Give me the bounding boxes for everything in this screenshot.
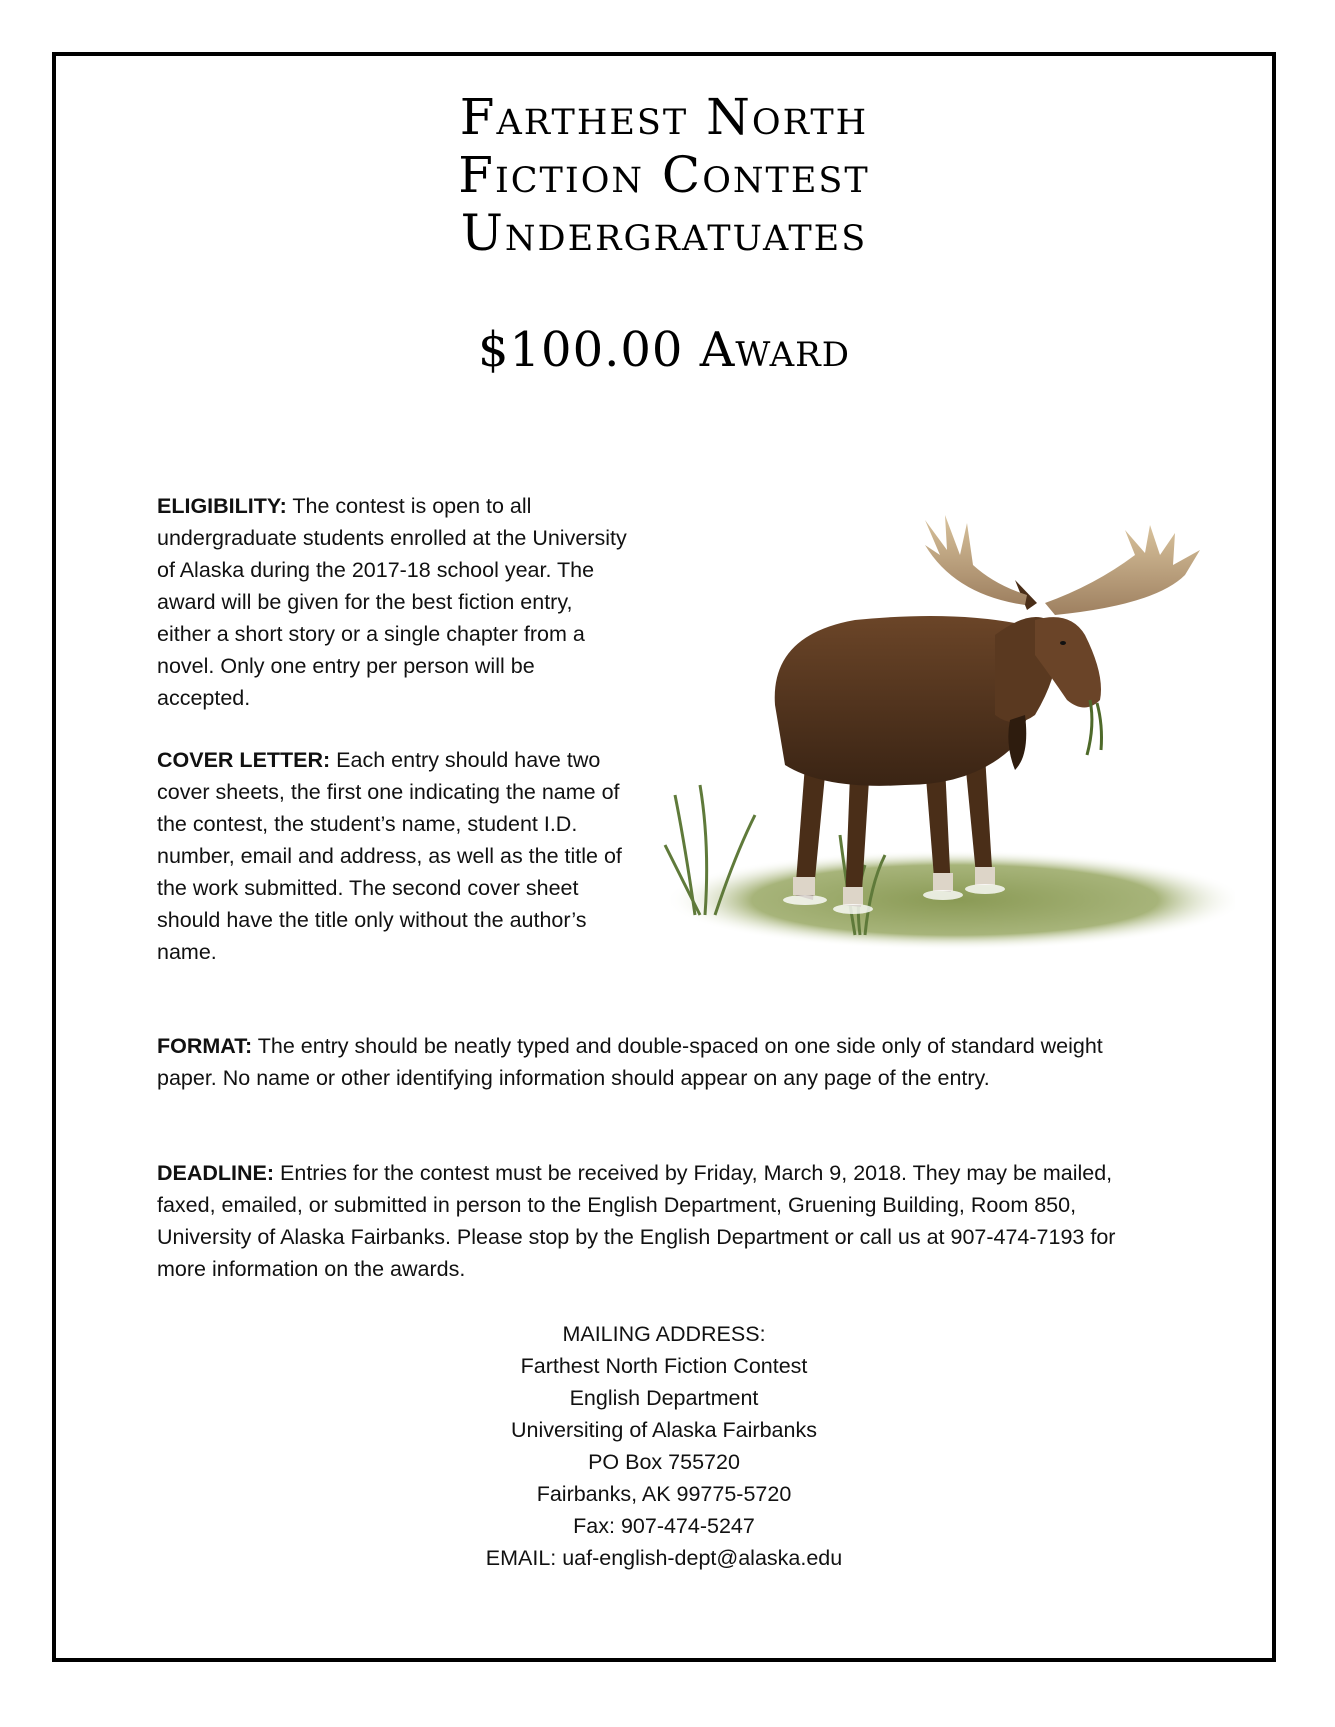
mailing-fax: Fax: 907-474-5247	[573, 1514, 755, 1538]
mailing-line-1: Farthest North Fiction Contest	[520, 1354, 808, 1378]
mailing-line-5: Fairbanks, AK 99775-5720	[536, 1482, 792, 1506]
format-text: The entry should be neatly typed and double-spaced on one side only of standard weight paper. No name or other identifying information should appear on any page of the entry.	[157, 1034, 1103, 1090]
mailing-heading: MAILING ADDRESS:	[562, 1322, 766, 1346]
antler-left	[925, 515, 1027, 605]
deadline-text: Entries for the contest must be received by Friday, March 9, 2018. They may be mailed, faxed, emailed, or submitted in person to the English Department, Gruening Building, Room 850, University of Alaska Fairbanks. Please stop by the English Department or call us at 907-474-7193 for more information on the awards.	[157, 1161, 1116, 1281]
mailing-line-4: PO Box 755720	[588, 1450, 740, 1474]
mailing-line-3: Universiting of Alaska Fairbanks	[511, 1418, 817, 1442]
mouth-weed	[1087, 700, 1102, 755]
cover-letter-label: COVER LETTER:	[157, 748, 331, 772]
eligibility-label: ELIGIBILITY:	[157, 494, 287, 518]
deadline-section	[157, 1157, 1157, 1285]
mailing-email: EMAIL: uaf-english-dept@alaska.edu	[485, 1546, 843, 1570]
cover-letter-section	[157, 744, 627, 968]
mailing-line-2: English Department	[569, 1386, 759, 1410]
eligibility-section	[157, 490, 627, 714]
cover-letter-text: Each entry should have two cover sheets, the first one indicating the name of the contest, the student’s name, student I.D. number, email and address, as well as the title of the work submitted. The second cover sheet should have the title only without the author’s name.	[157, 748, 622, 964]
pond-shape	[665, 850, 1235, 950]
mailing-address	[52, 1318, 1276, 1574]
award-amount: $100.00 Award	[477, 322, 851, 378]
moose-eye	[1060, 641, 1066, 645]
title-block	[52, 88, 1276, 262]
title-line-1: Farthest North	[459, 88, 869, 146]
deadline-label: DEADLINE:	[157, 1161, 275, 1185]
format-section	[157, 1030, 1147, 1094]
moose-dewlap	[1008, 715, 1026, 770]
moose-illustration	[655, 515, 1235, 955]
eligibility-text: The contest is open to all undergraduate students enrolled at the University of Alaska during the 2017-18 school year. The award will be given for the best fiction entry, either a short story or a single chapter from a novel. Only one entry per person will be accepted.	[157, 494, 627, 710]
title-line-3: Undergratuates	[460, 204, 868, 262]
award-heading	[52, 322, 1276, 378]
title-line-2: Fiction Contest	[458, 146, 870, 204]
format-label: FORMAT:	[157, 1034, 253, 1058]
antler-right	[1045, 525, 1200, 615]
